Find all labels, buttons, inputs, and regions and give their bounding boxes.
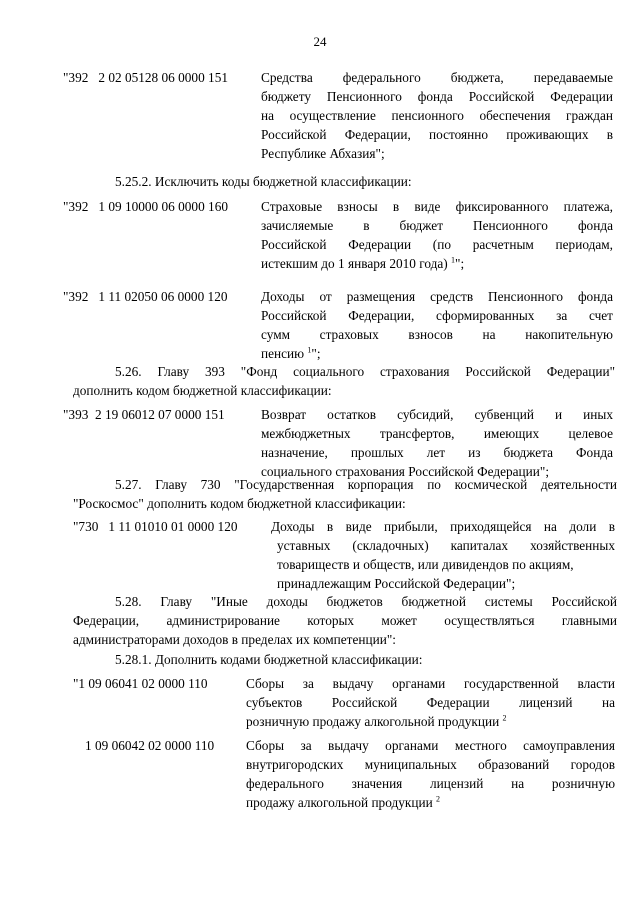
description-line: Республике Абхазия"; — [261, 146, 385, 161]
entry-description — [271, 517, 615, 593]
entry-description — [246, 674, 615, 731]
budget-code: "730 1 11 01010 01 0000 120 — [73, 519, 238, 534]
description-line: Средства федерального бюджета, передаваемые — [261, 70, 613, 85]
budget-code: "392 2 02 05128 06 0000 151 — [63, 70, 228, 85]
description-line: бюджету Пенсионного фонда Российской Федерации — [261, 89, 613, 104]
budget-code: "392 1 11 02050 06 0000 120 — [63, 289, 228, 304]
paragraph-5-28-1 — [73, 650, 617, 669]
paragraph-5-28 — [73, 592, 617, 649]
paragraph-line: "Роскосмос" дополнить кодом бюджетной классификации: — [73, 496, 406, 511]
description-line: федерального значения лицензий на розничную — [246, 776, 615, 791]
description-line: субъектов Российской Федерации лицензий на — [246, 695, 615, 710]
description-line: розничную продажу алкогольной продукции $^2$ — [246, 713, 507, 729]
entry-description — [261, 405, 613, 481]
description-line: Сборы за выдачу органами государственной власти — [246, 676, 615, 691]
paragraph-line: Федерации, администрирование которых может осуществляться главными — [73, 613, 617, 628]
description-line: внутригородских муниципальных образований городов — [246, 757, 615, 772]
description-line: зачисляемые в бюджет Пенсионного фонда — [261, 218, 613, 233]
paragraph-line: 5.28.1. Дополнить кодами бюджетной классификации: — [115, 652, 423, 667]
description-line: Сборы за выдачу органами местного самоуправления — [246, 738, 615, 753]
description-line: товариществ и обществ, или дивидендов по акциям, — [277, 557, 574, 572]
description-line: Российской Федерации (по расчетным периодам, — [261, 237, 613, 252]
footnote-mark: 2 — [436, 794, 441, 804]
footnote-mark: 1 — [307, 345, 312, 355]
description-line: сумм страховых взносов на накопительную — [261, 327, 613, 342]
page-number: 24 — [313, 34, 327, 49]
description-line: Доходы от размещения средств Пенсионного фонда — [261, 289, 613, 304]
description-line: уставных (складочных) капиталах хозяйственных — [277, 538, 615, 553]
paragraph-5-27 — [73, 475, 617, 513]
entry-description — [246, 736, 615, 812]
description-line: на осуществление пенсионного обеспечения граждан — [261, 108, 613, 123]
budget-code: 1 09 06042 02 0000 110 — [85, 738, 215, 753]
budget-code: "1 09 06041 02 0000 110 — [73, 676, 208, 691]
description-line: Российской Федерации, сформированных за счет — [261, 308, 613, 323]
paragraph-line: 5.25.2. Исключить коды бюджетной классификации: — [115, 174, 412, 189]
paragraph-line: дополнить кодом бюджетной классификации: — [73, 383, 332, 398]
description-line: Доходы в виде прибыли, приходящейся на доли в — [271, 519, 615, 534]
description-line: Возврат остатков субсидий, субвенций и иных — [261, 407, 613, 422]
description-line: назначение, прошлых лет из бюджета Фонда — [261, 445, 613, 460]
paragraph-line: 5.26. Главу 393 "Фонд социального страхования Российской Федерации" — [115, 364, 615, 379]
paragraph-line: 5.27. Главу 730 "Государственная корпорация по космической деятельности — [115, 477, 617, 492]
description-line: Российской Федерации, постоянно проживающих в — [261, 127, 613, 142]
description-line: Страховые взносы в виде фиксированного платежа, — [261, 199, 613, 214]
description-line: пенсию $^1$"; — [261, 345, 321, 361]
budget-code: "393 2 19 06012 07 0000 151 — [63, 407, 225, 422]
footnote-mark: 1 — [451, 255, 456, 265]
footnote-mark: 2 — [502, 713, 507, 723]
description-line: истекшим до 1 января 2010 года) $^1$"; — [261, 255, 465, 271]
entry-description — [261, 68, 613, 163]
paragraph-5-26 — [63, 362, 615, 400]
description-line: продажу алкогольной продукции $^2$ — [246, 794, 441, 810]
budget-code: "392 1 09 10000 06 0000 160 — [63, 199, 228, 214]
description-line: принадлежащим Российской Федерации"; — [277, 576, 516, 591]
description-line: социального страхования Российской Федерации"; — [261, 464, 550, 479]
entry-description — [261, 287, 613, 363]
paragraph-line: администраторами доходов в пределах их компетенции": — [73, 632, 396, 647]
paragraph-line: 5.28. Главу "Иные доходы бюджетов бюджетной системы Российской — [115, 594, 617, 609]
description-line: межбюджетных трансфертов, имеющих целевое — [261, 426, 613, 441]
paragraph-5-25-2 — [63, 172, 613, 191]
entry-description — [261, 197, 613, 273]
